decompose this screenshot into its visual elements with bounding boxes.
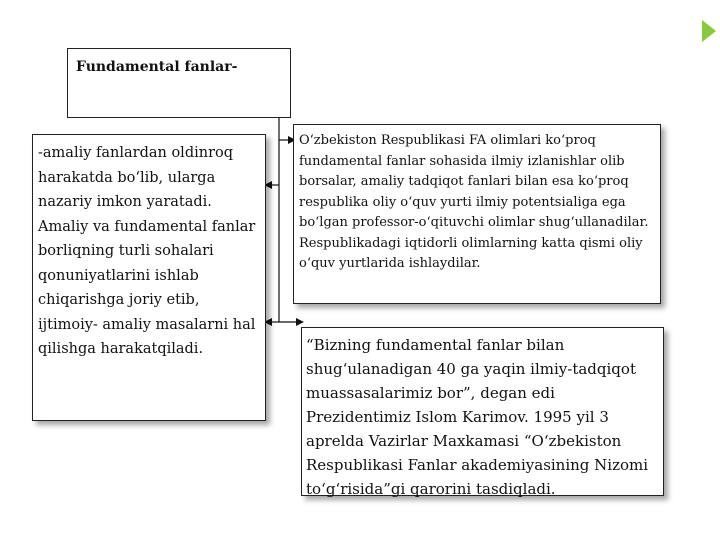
right-bottom-box: [301, 327, 664, 496]
right-top-box-text: O‘zbekiston Respublikasi FA olimlari ko‘proq fundamental fanlar sohasida ilmiy izlanishlar olib borsalar, amaliy tadqiqot fanlari bilan esa ko‘proq respublika oliy o‘quv yurti ilmiy potentsialiga ega bo‘lgan professor-o‘qituvchi olimlar shug‘ullanadilar. Respublikadagi iqtidorli olimlarning katta qismi oliy o‘quv yurtlarida ishlaydilar.: [299, 133, 649, 271]
left-definition-box: [32, 134, 266, 421]
title-box-text: Fundamental fanlar-: [76, 59, 238, 75]
right-bottom-box-text: “Bizning fundamental fanlar bilan shug‘ulanadigan 40 ga yaqin ilmiy-tadqiqot muassasalarimiz bor”, degan edi Prezidentimiz Islom Karimov. 1995 yil 3 aprelda Vazirlar Maxkamasi “O‘zbekiston Respublikasi Fanlar akademiyasining Nizomi to‘g‘risida”gi qarorini tasdiqladi.: [306, 336, 649, 498]
title-box: [67, 48, 291, 118]
left-box-text: -amaliy fanlardan oldinroq harakatda bo‘lib, ularga nazariy imkon yaratadi. Amaliy va fundamental fanlar borliqning turli sohalari qonuniyatlarini ishlab chiqarishga joriy etib, ijtimoiy- amaliy masalarni hal qilishga harakatqiladi.: [38, 145, 256, 357]
right-top-box: [293, 124, 661, 304]
accent-arrow-icon: [702, 20, 716, 42]
